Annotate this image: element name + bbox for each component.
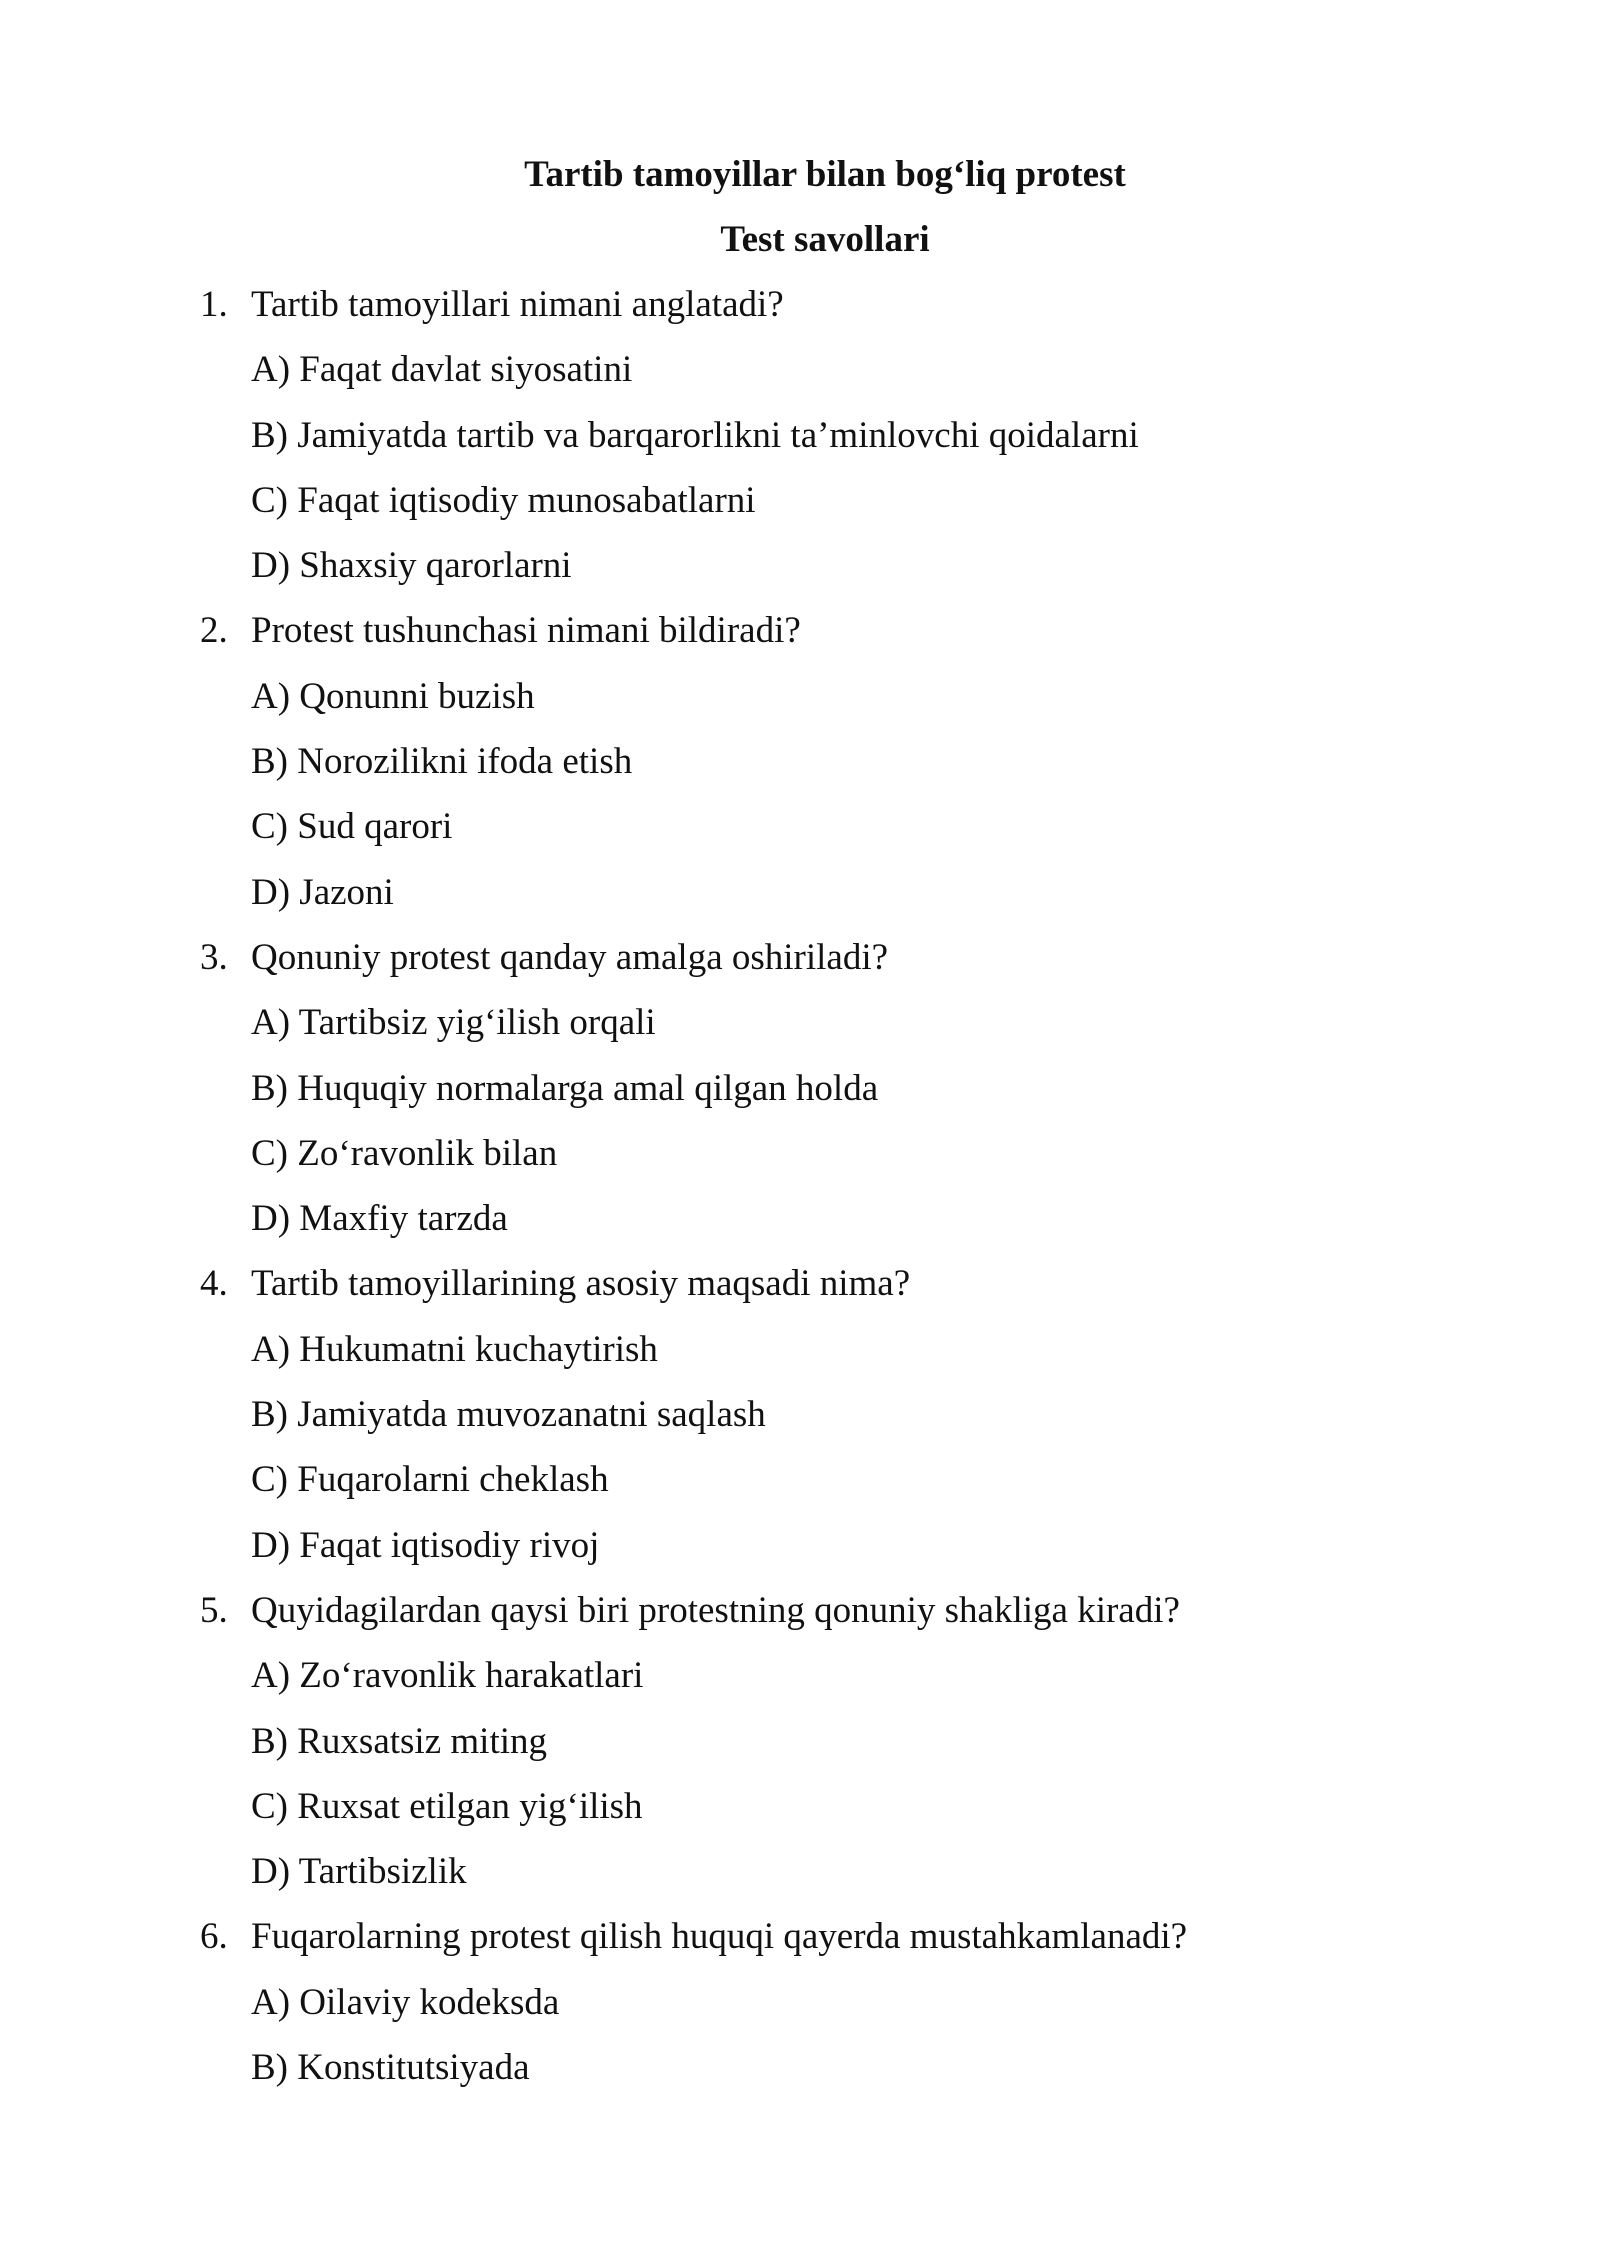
option-text: B) Norozilikni ifoda etish [251, 741, 633, 783]
question-number: 4. [200, 1263, 228, 1305]
answer-option [0, 1392, 1600, 1457]
question-number: 5. [200, 1589, 228, 1631]
document-title: Tartib tamoyillar bilan bog‘liq protest [524, 154, 1126, 195]
question-line [0, 935, 1600, 1000]
option-text: A) Zo‘ravonlik harakatlari [251, 1655, 644, 1697]
option-text: D) Jazoni [251, 871, 394, 913]
option-text: A) Oilaviy kodeksda [251, 1981, 560, 2023]
answer-option [0, 1849, 1600, 1914]
option-text: D) Maxfiy tarzda [251, 1198, 508, 1240]
option-text: D) Tartibsizlik [251, 1851, 467, 1893]
question-number: 2. [200, 610, 228, 652]
question-text: Quyidagilardan qaysi biri protestning qonuniy shakliga kiradi? [251, 1589, 1180, 1631]
question-list [0, 282, 1600, 2110]
question-line [0, 608, 1600, 673]
option-text: C) Zo‘ravonlik bilan [251, 1132, 558, 1174]
answer-option [0, 1653, 1600, 1718]
option-text: A) Qonunni buzish [251, 675, 535, 717]
option-text: B) Huquqiy normalarga amal qilgan holda [251, 1067, 879, 1109]
document-subtitle: Test savollari [720, 219, 930, 260]
answer-option [0, 674, 1600, 739]
answer-option [0, 1000, 1600, 1065]
option-text: D) Faqat iqtisodiy rivoj [251, 1524, 600, 1566]
question-text: Tartib tamoyillarining asosiy maqsadi nima? [251, 1263, 911, 1305]
option-text: D) Shaxsiy qarorlarni [251, 545, 572, 587]
question-4 [0, 1261, 1600, 1587]
answer-option [0, 1719, 1600, 1784]
question-line [0, 1588, 1600, 1653]
option-text: C) Sud qarori [251, 806, 453, 848]
option-text: A) Faqat davlat siyosatini [251, 349, 633, 391]
question-number: 1. [200, 284, 228, 325]
question-text: Tartib tamoyillari nimani anglatadi? [251, 284, 784, 325]
question-line [0, 1914, 1600, 1979]
question-line [0, 1261, 1600, 1326]
answer-option [0, 478, 1600, 543]
answer-option [0, 1327, 1600, 1392]
answer-option [0, 1066, 1600, 1131]
question-6 [0, 1914, 1600, 2110]
option-text: B) Konstitutsiyada [251, 2047, 530, 2089]
option-text: A) Hukumatni kuchaytirish [251, 1328, 658, 1370]
answer-option [0, 413, 1600, 478]
question-3 [0, 935, 1600, 1261]
option-text: B) Jamiyatda muvozanatni saqlash [251, 1394, 766, 1436]
option-text: C) Ruxsat etilgan yig‘ilish [251, 1785, 643, 1827]
answer-option [0, 543, 1600, 608]
question-5 [0, 1588, 1600, 1914]
answer-option [0, 2045, 1600, 2110]
question-number: 6. [200, 1916, 228, 1958]
question-2 [0, 608, 1600, 934]
option-text: C) Faqat iqtisodiy munosabatlarni [251, 479, 756, 521]
answer-option [0, 804, 1600, 869]
option-text: B) Ruxsatsiz miting [251, 1720, 547, 1762]
answer-option [0, 347, 1600, 412]
answer-option [0, 870, 1600, 935]
option-text: C) Fuqarolarni cheklash [251, 1459, 609, 1501]
question-text: Protest tushunchasi nimani bildiradi? [251, 610, 801, 652]
question-1 [0, 282, 1600, 608]
answer-option [0, 1784, 1600, 1849]
answer-option [0, 739, 1600, 804]
answer-option [0, 1980, 1600, 2045]
question-text: Fuqarolarning protest qilish huquqi qayerda mustahkamlanadi? [251, 1916, 1188, 1958]
question-line [0, 282, 1600, 347]
question-number: 3. [200, 936, 228, 978]
question-text: Qonuniy protest qanday amalga oshiriladi? [251, 936, 889, 978]
answer-option [0, 1131, 1600, 1196]
answer-option [0, 1196, 1600, 1261]
option-text: B) Jamiyatda tartib va barqarorlikni ta’minlovchi qoidalarni [251, 414, 1139, 456]
answer-option [0, 1457, 1600, 1522]
answer-option [0, 1523, 1600, 1588]
option-text: A) Tartibsiz yig‘ilish orqali [251, 1002, 656, 1044]
